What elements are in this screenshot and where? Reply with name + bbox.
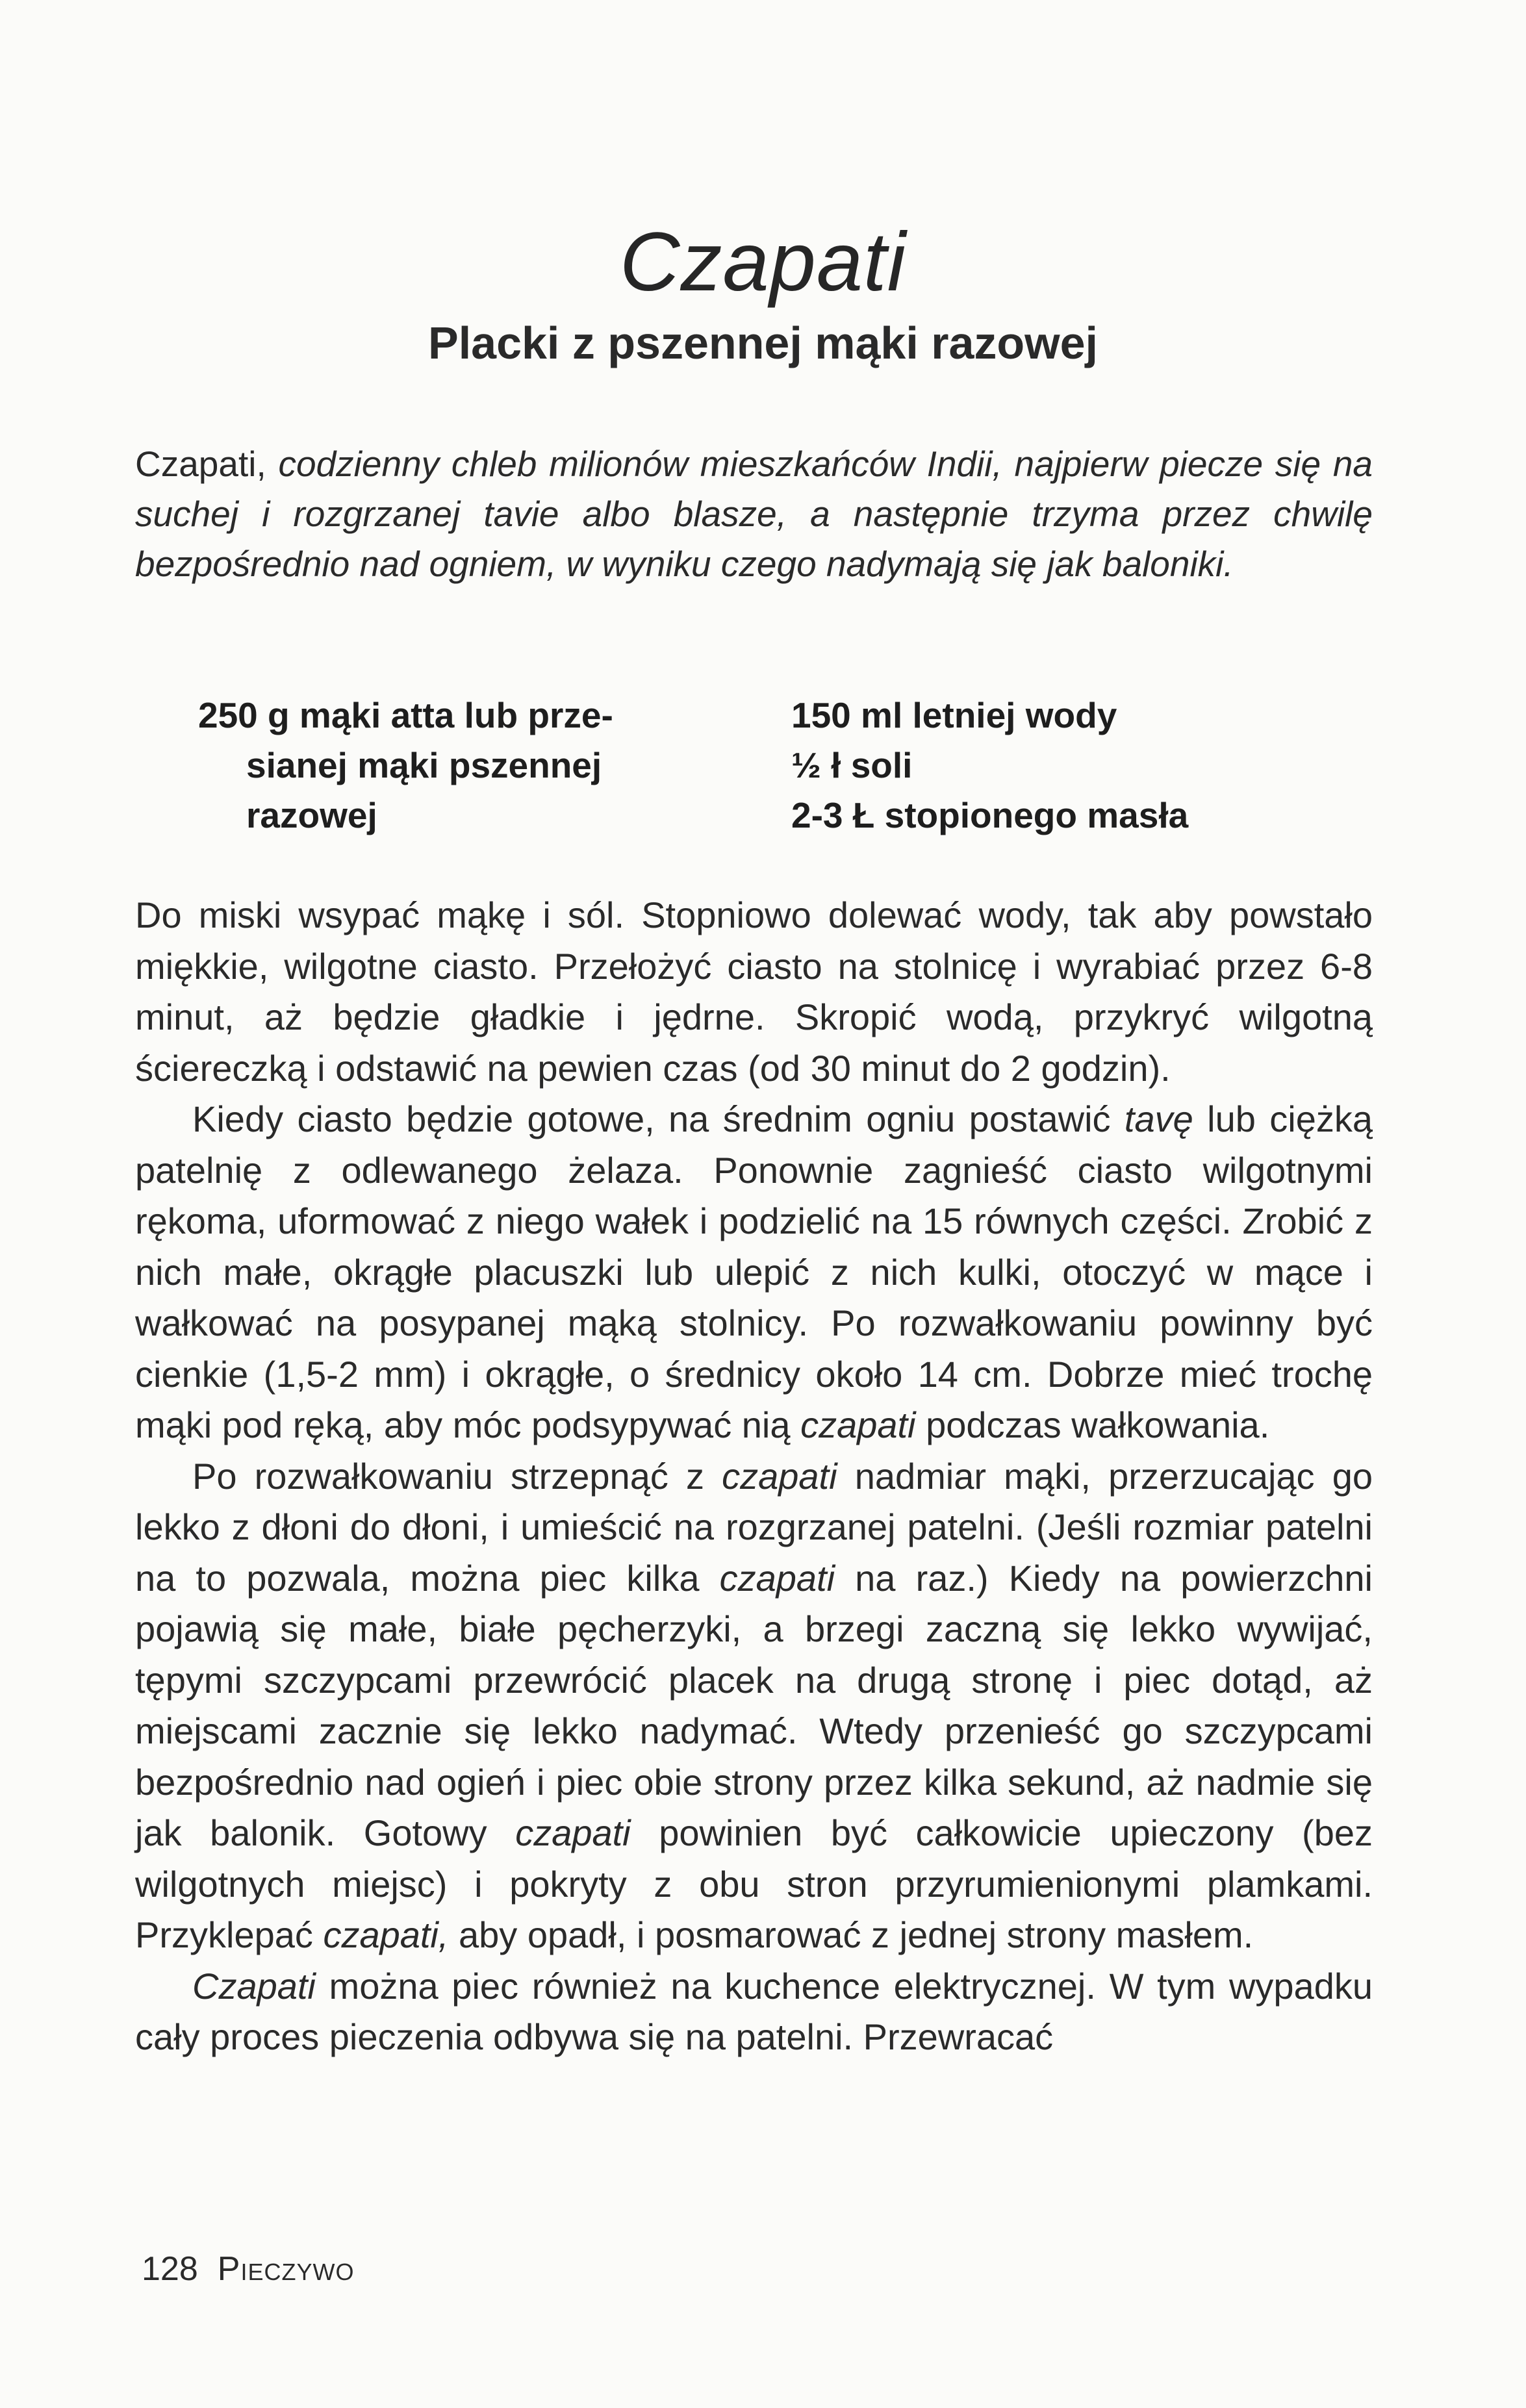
section-name: Pieczywo [217,2250,355,2288]
text-run: podczas wałkowania. [926,1404,1270,1445]
page-footer [142,2250,354,2288]
recipe-intro [135,439,1373,589]
text-run-italic: czapati, [323,1914,449,1955]
instruction-paragraph [135,1451,1373,1961]
text-run-italic: czapati [722,1455,837,1497]
text-run: powinien być całkowicie upieczony (bez wilgotnych miejsc) i pokryty z obu stron przyrumienionymi plamkami. Przyklepać [135,1812,1373,1955]
intro-description: codzienny chleb milionów mieszkańców Indii, najpierw piecze się na suchej i rozgrzanej tavie albo blasze, a następnie trzyma przez chwilę bezpośrednio nad ogniem, w wyniku czego nadymają się jak baloniki. [135,444,1373,584]
text-run-italic: Czapati [192,1965,316,2007]
text-run: Po rozwałkowaniu strzepnąć z [192,1455,704,1497]
instruction-paragraph: Do miski wsypać mąkę i sól. Stopniowo dolewać wody, tak aby powstało miękkie, wilgotne ciasto. Przełożyć ciasto na stolnicę i wyrabiać przez 6-8 minut, aż będzie gładkie i jędrne. Skropić wodą, przykryć wilgotną ściereczką i odstawić na pewien czas (od 30 minut do 2 godzin). [135,894,1373,1089]
ingredient-line: 2-3 Ł stopionego masła [791,795,1189,835]
recipe-title: Czapati [620,216,906,309]
text-run-italic: czapati [719,1557,835,1599]
ingredient-line: 150 ml letniej wody [791,695,1117,735]
page-number: 128 [142,2250,198,2288]
text-run: nadmiar mąki, przerzucając go lekko z dłoni do dłoni, i umieścić na rozgrzanej patelni. (Jeśli rozmiar patelni na to pozwala, można piec kilka [135,1455,1373,1599]
text-run: można piec również na kuchence elektrycznej. W tym wypadku cały proces pieczenia odbywa się na patelni. Przewracać [135,1965,1373,2057]
instruction-paragraph [135,1094,1373,1451]
ingredient-line: razowej [246,795,377,835]
ingredient-line: 250 g mąki atta lub prze- [198,695,613,735]
ingredient-line: sianej mąki pszennej [246,745,602,785]
instruction-paragraph [135,1961,1373,2063]
recipe-subtitle: Placki z pszennej mąki razowej [428,318,1098,368]
text-run-italic: czapati [800,1404,916,1445]
ingredient-line: ½ ł soli [791,745,913,785]
intro-lead: Czapati, [135,444,266,484]
text-run: Kiedy ciasto będzie gotowe, na średnim ogniu postawić [192,1098,1111,1139]
text-run-italic: czapati [515,1812,631,1853]
recipe-instructions [135,890,1373,2063]
text-run: na raz.) Kiedy na powierzchni pojawią się małe, białe pęcherzyki, a brzegi zaczną się lekko wywijać, tępymi szczypcami przewrócić placek na drugą stronę i piec dotąd, aż miejscami zacznie się lekko nadymać. Wtedy przenieść go szczypcami bezpośrednio nad ogień i piec obie strony przez kilka sekund, aż nadmie się jak balonik. Gotowy [135,1557,1373,1853]
ingredients-column-left [198,691,731,841]
ingredients-column-right [791,691,1376,841]
text-run: lub ciężką patelnię z odlewanego żelaza. Ponownie zagnieść ciasto wilgotnymi rękoma, uformować z niego wałek i podzielić na 15 równych części. Zrobić z nich małe, okrągłe placuszki lub ulepić z nich kulki, otoczyć w mące i wałkować na posypanej mąką stolnicy. Po rozwałkowaniu powinny być cienkie (1,5-2 mm) i okrągłe, o średnicy około 14 cm. Dobrze mieć trochę mąki pod ręką, aby móc podsypywać nią [135,1098,1373,1445]
text-run: aby opadł, i posmarować z jednej strony masłem. [459,1914,1254,1955]
text-run-italic: tavę [1124,1098,1193,1139]
